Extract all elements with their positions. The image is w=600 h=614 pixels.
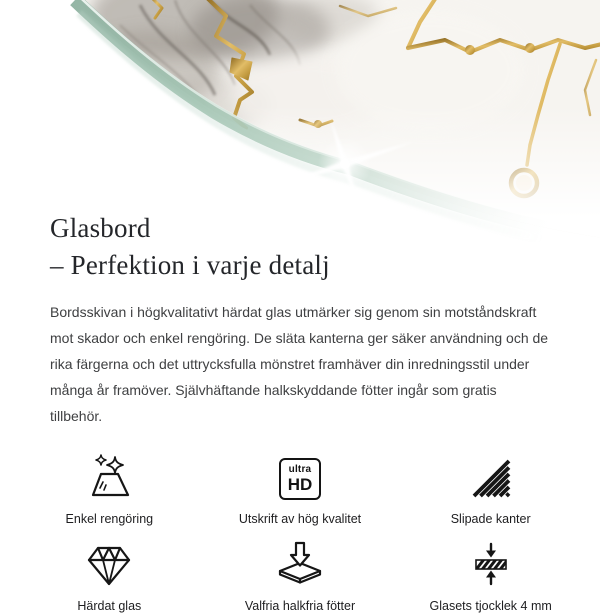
feature-glass-thickness xyxy=(395,531,586,614)
thickness-arrows-icon xyxy=(469,537,513,587)
page-title xyxy=(50,210,550,284)
feature-tempered-glass xyxy=(14,531,205,614)
arrow-onto-pad-icon xyxy=(276,537,324,587)
feature-label: Utskrift av hög kvalitet xyxy=(238,512,362,526)
feature-label: Glasets tjocklek 4 mm xyxy=(429,599,552,613)
feature-grid xyxy=(0,444,600,614)
sparkle-table-icon xyxy=(86,450,132,500)
hero-product-image xyxy=(0,0,600,240)
feature-label: Enkel rengöring xyxy=(65,512,154,526)
feature-label: Valfria halkfria fötter xyxy=(244,599,356,613)
feature-easy-cleaning xyxy=(14,444,205,527)
feature-label: Slipade kanter xyxy=(450,512,531,526)
marble-glass-tabletop-illustration xyxy=(0,0,600,240)
feature-ultra-hd-print xyxy=(205,444,396,527)
product-description-text: Bordsskivan i högkvalitativt härdat glas utmärker sig genom sin motståndskraft mot skador och enkel rengöring. De släta kanterna ger säker användning och de rika färgerna och det uttrycksfulla mönstret framhäver din inredningsstil under många år framöver. Självhäftande halkskyddande fötter ingår som gratis tillbehör. xyxy=(50,304,549,424)
product-description-section xyxy=(0,210,600,429)
page-title-line1: Glasbord xyxy=(50,213,151,243)
ultra-hd-icon: ultra HD xyxy=(279,450,321,500)
feature-label: Härdat glas xyxy=(77,599,142,613)
feature-anti-slip-feet xyxy=(205,531,396,614)
diamond-icon xyxy=(85,537,133,587)
feature-polished-edges xyxy=(395,444,586,527)
page-title-line2: – Perfektion i varje detalj xyxy=(50,250,330,280)
hatched-triangle-icon xyxy=(469,450,513,500)
